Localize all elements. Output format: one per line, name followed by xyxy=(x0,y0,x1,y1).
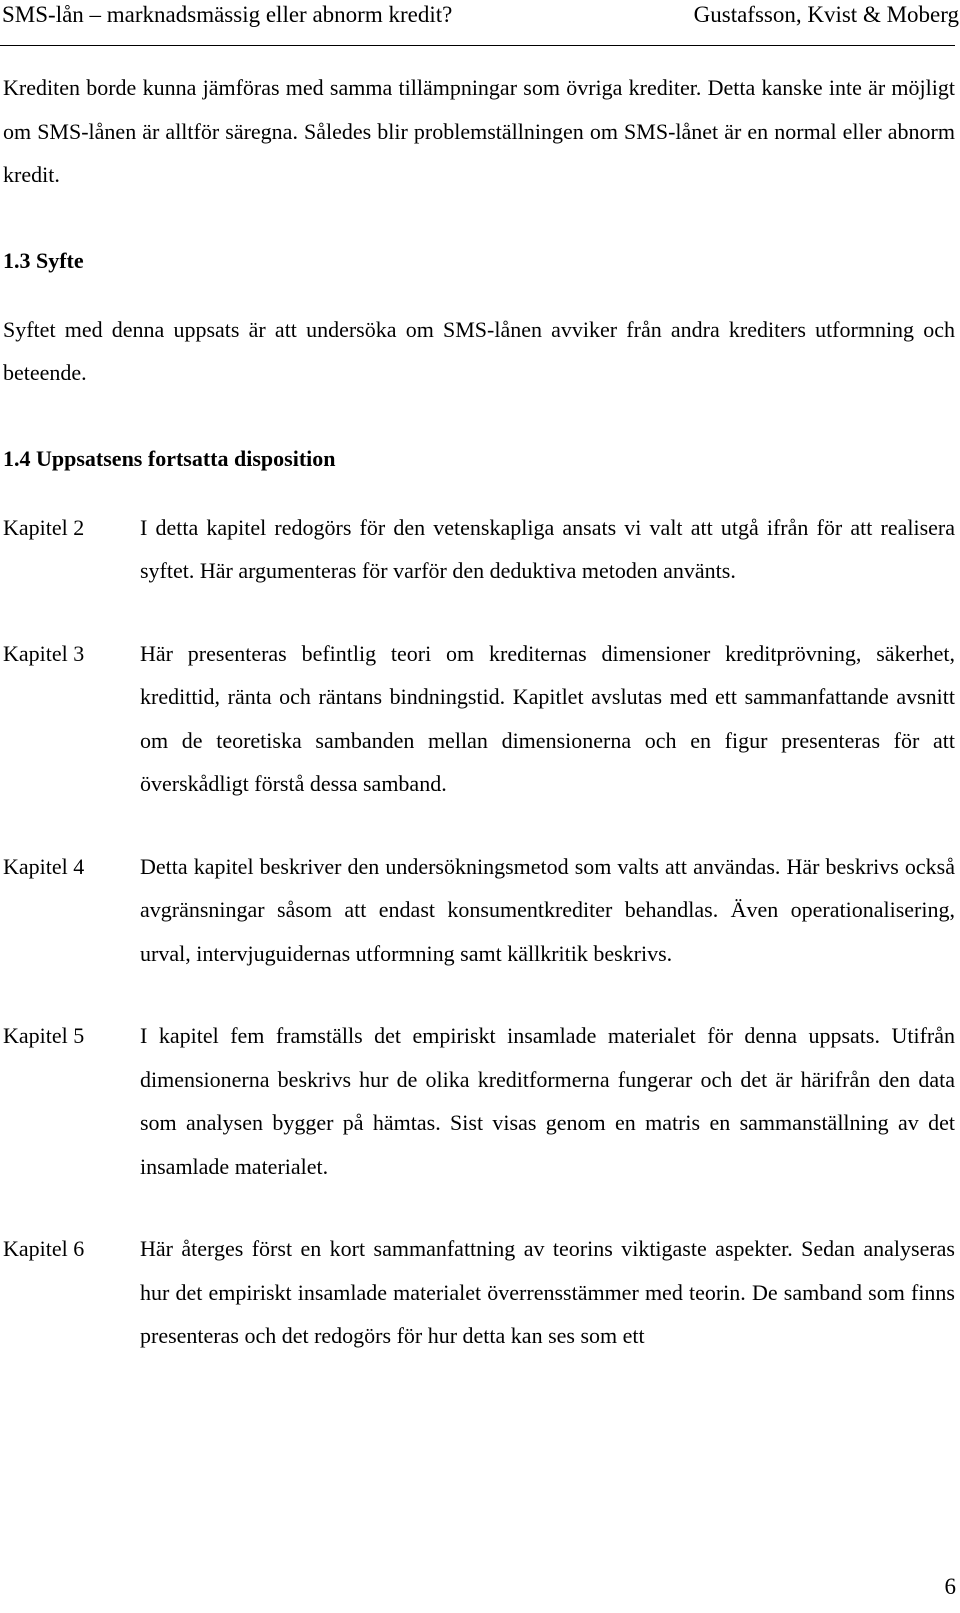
section-heading-disposition: 1.4 Uppsatsens fortsatta disposition xyxy=(3,445,336,471)
chapter-description: Detta kapitel beskriver den undersökningsmetod som valts att användas. Här beskrivs också avgränsningar såsom att endast konsumentkrediter behandlas. Även operationalisering, urval, intervjuguidernas utformning samt källkritik beskrivs. xyxy=(140,853,955,966)
chapter-row-4 xyxy=(3,845,955,976)
page-header xyxy=(0,0,959,46)
chapter-row-3 xyxy=(3,632,955,806)
chapter-description: Här presenteras befintlig teori om krediternas dimensioner kreditprövning, säkerhet, kredittid, ränta och räntans bindningstid. Kapitlet avslutas med ett sammanfattande avsnitt om de teoretiska sambanden mellan dimensionerna och en figur presenteras för att överskådligt förstå dessa samband. xyxy=(140,640,955,796)
header-authors: Gustafsson, Kvist & Moberg xyxy=(693,2,959,27)
section-heading-syfte: 1.3 Syfte xyxy=(3,247,84,273)
chapter-label: Kapitel 6 xyxy=(3,1236,85,1261)
chapter-description: Här återges först en kort sammanfattning av teorins viktigaste aspekter. Sedan analyseras hur det empiriskt insamlade materialet överrensstämmer med teorin. De samband som finns presenteras och det redogörs för hur detta kan ses som ett xyxy=(140,1236,955,1348)
chapter-row-2 xyxy=(3,506,955,593)
chapter-row-5 xyxy=(3,1014,955,1188)
chapter-label: Kapitel 4 xyxy=(3,853,85,879)
syfte-paragraph: Syftet med denna uppsats är att undersöka om SMS-lånen avviker från andra krediters utformning och beteende. xyxy=(3,316,955,385)
page-content xyxy=(3,66,955,1358)
chapter-description: I detta kapitel redogörs för den vetenskapliga ansats vi valt att utgå ifrån för att realisera syftet. Här argumenteras för varför den deduktiva metoden använts. xyxy=(140,514,955,583)
chapter-row-6 xyxy=(3,1227,955,1358)
header-title: SMS-lån – marknadsmässig eller abnorm kredit? xyxy=(2,2,453,27)
intro-paragraph: Krediten borde kunna jämföras med samma tillämpningar som övriga krediter. Detta kanske inte är möjligt om SMS-lånen är alltför säregna. Således blir problemställningen om SMS-lånet är en normal eller abnorm kredit. xyxy=(3,75,955,187)
chapter-label: Kapitel 2 xyxy=(3,514,85,540)
chapter-label: Kapitel 5 xyxy=(3,1023,85,1048)
chapter-description: I kapitel fem framställs det empiriskt insamlade materialet för denna uppsats. Utifrån dimensionerna beskrivs hur de olika kreditformerna fungerar och det är härifrån den data som analysen bygger på hämtas. Sist visas genom en matris en sammanställning av det insamlade materialet. xyxy=(140,1023,955,1179)
page-number: 6 xyxy=(944,1574,956,1599)
chapter-label: Kapitel 3 xyxy=(3,640,85,666)
